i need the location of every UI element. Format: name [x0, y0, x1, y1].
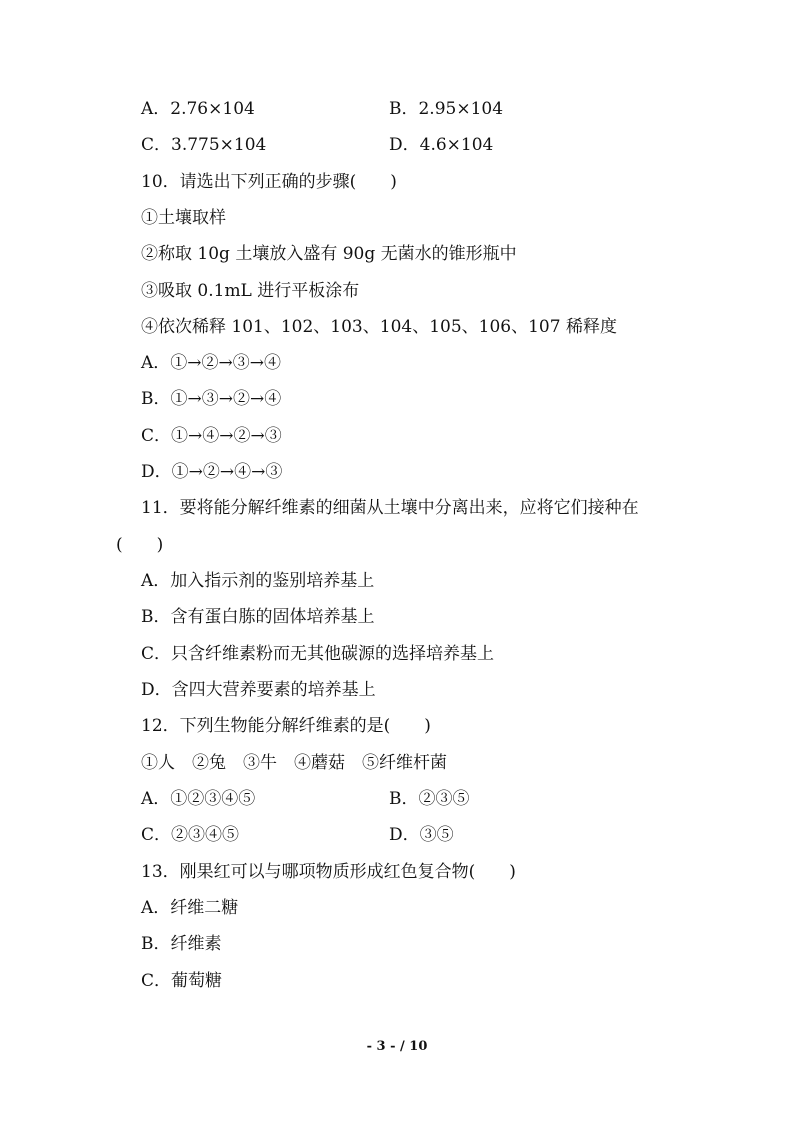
- q12-option-c: C．②③④⑤: [141, 825, 240, 845]
- q11-stem: 11．要将能分解纤维素的细菌从土壤中分离出来，应将它们接种在: [141, 498, 639, 518]
- q10-option-d: D．①→②→④→③: [141, 462, 283, 482]
- q9-option-b: B．2.95×104: [389, 99, 504, 119]
- q9-option-d: D．4.6×104: [389, 135, 494, 155]
- q12-items: ①人 ②兔 ③牛 ④蘑菇 ⑤纤维杆菌: [141, 753, 447, 773]
- q11-option-a: A．加入指示剂的鉴别培养基上: [141, 571, 375, 591]
- q10-step-1: ①土壤取样: [141, 208, 226, 228]
- q10-option-a: A．①→②→③→④: [141, 353, 282, 373]
- q10-option-b: B．①→③→②→④: [141, 389, 282, 409]
- q13-option-b: B．纤维素: [141, 934, 222, 954]
- page-number: - 3 - / 10: [366, 1039, 428, 1054]
- q10-step-2: ②称取 10g 土壤放入盛有 90g 无菌水的锥形瓶中: [141, 244, 517, 264]
- q10-stem: 10．请选出下列正确的步骤( ): [141, 172, 397, 192]
- q10-step-3: ③吸取 0.1mL 进行平板涂布: [141, 281, 360, 301]
- q11-option-b: B．含有蛋白胨的固体培养基上: [141, 607, 375, 627]
- q13-option-a: A．纤维二糖: [141, 898, 239, 918]
- q12-option-b: B．②③⑤: [389, 789, 470, 809]
- q9-option-c: C．3.775×104: [141, 135, 267, 155]
- q9-option-a: A．2.76×104: [141, 99, 255, 119]
- q12-option-d: D．③⑤: [389, 825, 454, 845]
- q13-option-c: C．葡萄糖: [141, 971, 223, 991]
- q11-option-d: D．含四大营养要素的培养基上: [141, 680, 376, 700]
- q13-stem: 13．刚果红可以与哪项物质形成红色复合物( ): [141, 862, 516, 882]
- q11-stem-continued: ( ): [116, 535, 164, 555]
- q11-option-c: C．只含纤维素粉而无其他碳源的选择培养基上: [141, 644, 495, 664]
- q12-option-a: A．①②③④⑤: [141, 789, 256, 809]
- q12-stem: 12．下列生物能分解纤维素的是( ): [141, 716, 431, 736]
- q10-option-c: C．①→④→②→③: [141, 426, 282, 446]
- q10-step-4: ④依次稀释 101、102、103、104、105、106、107 稀释度: [141, 317, 617, 337]
